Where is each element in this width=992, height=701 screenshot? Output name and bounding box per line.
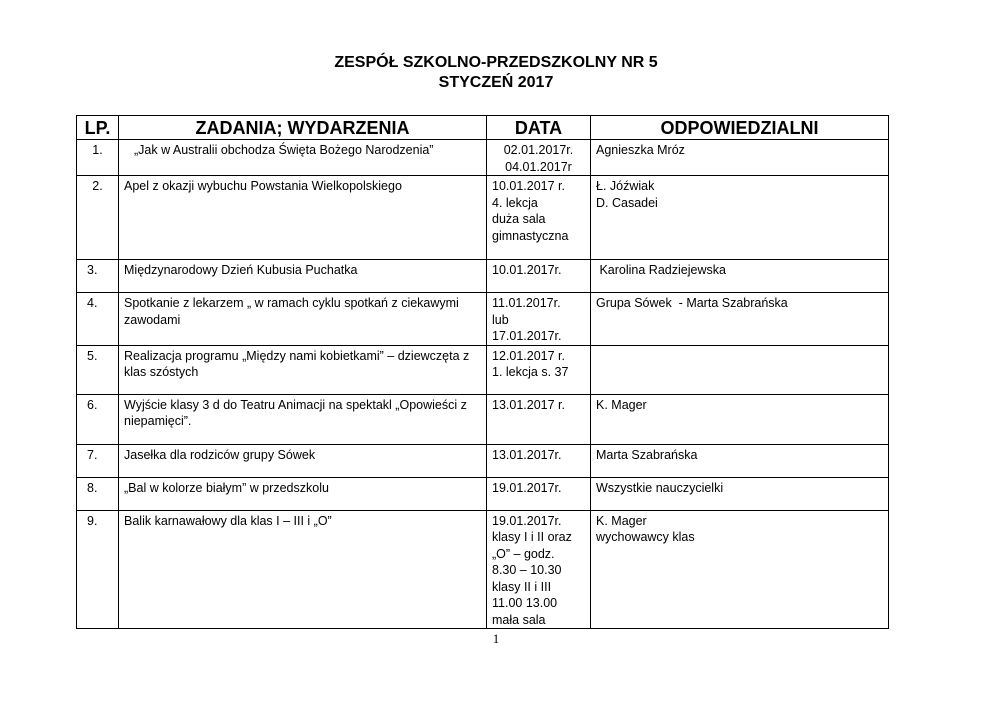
responsible-cell (591, 345, 889, 394)
date-line: 13.01.2017 r. (492, 397, 565, 412)
task-cell: „Bal w kolorze białym” w przedszkolu (119, 477, 487, 510)
date-cell (487, 176, 591, 260)
responsible-cell (591, 444, 889, 477)
task-cell: Wyjście klasy 3 d do Teatru Animacji na spektakl „Opowieści z niepamięci”. (119, 394, 487, 444)
date-cell (487, 345, 591, 394)
date-cell (487, 477, 591, 510)
date-line: 12.01.2017 r. (492, 348, 565, 363)
table-row (77, 394, 889, 444)
date-line: 13.01.2017r. (492, 447, 562, 462)
column-header-lp: LP. (77, 116, 119, 140)
date-line: gimnastyczna (492, 228, 569, 243)
responsible-line: Marta Szabrańska (596, 447, 698, 462)
table-header-row (77, 116, 889, 140)
responsible-line: Karolina Radziejewska (596, 263, 726, 277)
date-line: 1. lekcja s. 37 (492, 365, 569, 379)
responsible-line: D. Casadei (596, 195, 658, 210)
date-cell (487, 293, 591, 346)
date-line: 19.01.2017r. (492, 480, 562, 495)
document-subtitle: STYCZEŃ 2017 (438, 74, 554, 91)
responsible-cell (591, 260, 889, 293)
responsible-line: K. Mager (596, 513, 647, 528)
task-cell: Apel z okazji wybuchu Powstania Wielkopolskiego (119, 176, 487, 260)
task-cell: Jasełka dla rodziców grupy Sówek (119, 444, 487, 477)
responsible-cell (591, 140, 889, 176)
table-row (77, 510, 889, 629)
task-cell: Realizacja programu „Między nami kobietkami” – dziewczęta z klas szóstych (119, 345, 487, 394)
document-title: ZESPÓŁ SZKOLNO-PRZEDSZKOLNY NR 5 (334, 54, 658, 71)
schedule-table (76, 115, 889, 629)
date-cell (487, 444, 591, 477)
date-line: klasy I i II oraz (492, 530, 572, 544)
responsible-line: Grupa Sówek - Marta Szabrańska (596, 296, 788, 310)
table-row (77, 345, 889, 394)
row-number: 8. (77, 477, 119, 510)
table-row (77, 293, 889, 346)
date-line: 19.01.2017r. (492, 513, 562, 528)
date-cell (487, 140, 591, 176)
row-number: 6. (77, 394, 119, 444)
task-cell: „Jak w Australii obchodza Święta Bożego Narodzenia” (119, 140, 487, 176)
column-header-task: ZADANIA; WYDARZENIA (119, 116, 487, 140)
date-line: duża sala (492, 212, 546, 226)
date-line: 8.30 – 10.30 (492, 563, 562, 577)
row-number: 2. (77, 176, 119, 260)
responsible-cell (591, 510, 889, 629)
date-line: 11.01.2017r. (492, 296, 561, 310)
page-number: 1 (492, 631, 500, 646)
date-line: 04.01.2017r (505, 159, 572, 174)
date-cell (487, 394, 591, 444)
date-line: 4. lekcja (492, 195, 538, 210)
responsible-cell (591, 293, 889, 346)
row-number: 5. (77, 345, 119, 394)
task-cell: Międzynarodowy Dzień Kubusia Puchatka (119, 260, 487, 293)
task-cell: Balik karnawałowy dla klas I – III i „O” (119, 510, 487, 629)
date-cell (487, 510, 591, 629)
responsible-line: Agnieszka Mróz (596, 143, 685, 157)
row-number: 7. (77, 444, 119, 477)
column-header-date: DATA (487, 116, 591, 140)
table-row (77, 477, 889, 510)
date-line: 10.01.2017r. (492, 263, 562, 277)
date-line: 02.01.2017r. (503, 143, 574, 157)
responsible-cell (591, 176, 889, 260)
responsible-line: Ł. Jóźwiak (596, 179, 655, 193)
table-row (77, 140, 889, 176)
date-line: „O” – godz. (492, 546, 555, 561)
date-line: lub (492, 312, 509, 327)
responsible-cell (591, 477, 889, 510)
task-cell: Spotkanie z lekarzem „ w ramach cyklu spotkań z ciekawymi zawodami (119, 293, 487, 346)
date-line: 10.01.2017 r. (492, 179, 565, 193)
row-number: 9. (77, 510, 119, 629)
row-number: 3. (77, 260, 119, 293)
responsible-cell (591, 394, 889, 444)
table-row (77, 444, 889, 477)
row-number: 1. (77, 140, 119, 176)
row-number: 4. (77, 293, 119, 346)
date-line: mała sala (492, 612, 546, 627)
date-cell (487, 260, 591, 293)
date-line: 17.01.2017r. (492, 329, 562, 343)
responsible-line: wychowawcy klas (596, 530, 695, 544)
date-line: 11.00 13.00 (492, 596, 558, 610)
column-header-responsible: ODPOWIEDZIALNI (591, 116, 889, 140)
table-row (77, 260, 889, 293)
table-row (77, 176, 889, 260)
date-line: klasy II i III (492, 579, 552, 594)
responsible-line: K. Mager (596, 397, 647, 412)
responsible-line: Wszystkie nauczycielki (596, 480, 724, 495)
